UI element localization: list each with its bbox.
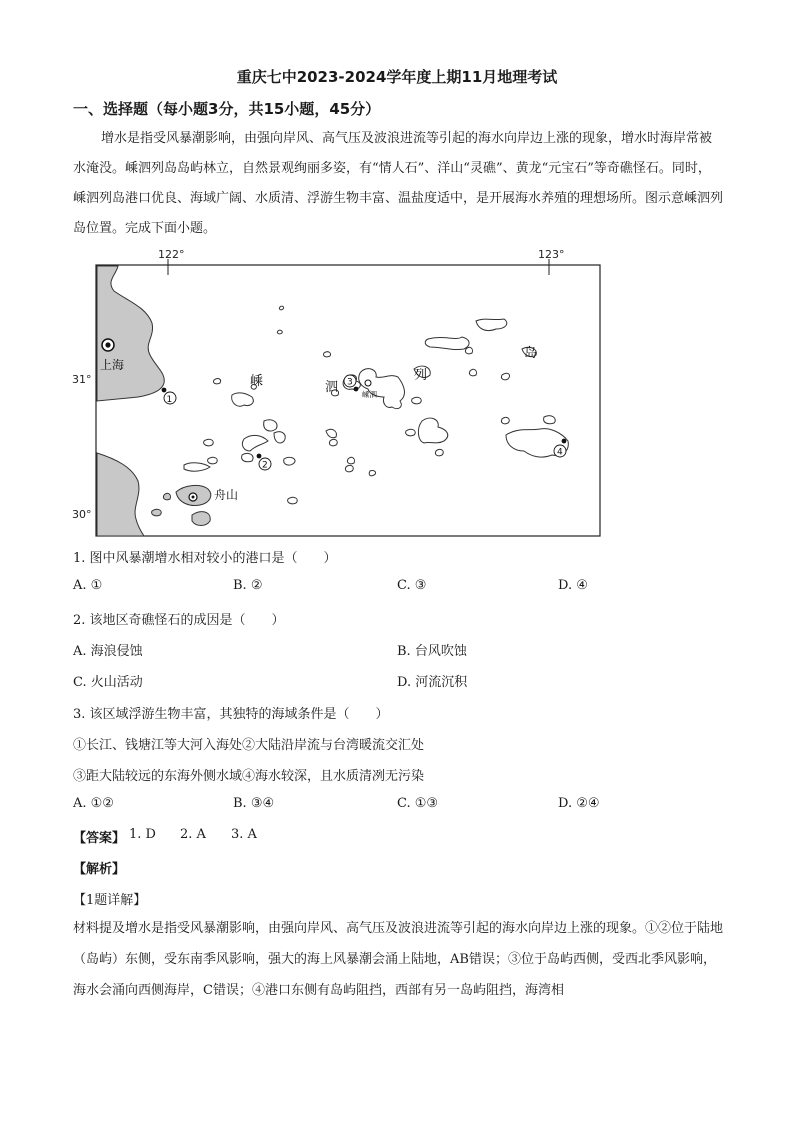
answer-label: 【答案】	[73, 831, 126, 846]
shanghai-label: 上海	[100, 358, 125, 372]
q3-option-c[interactable]: C. ①③	[397, 796, 439, 811]
analysis-label: 【解析】	[73, 862, 126, 877]
svg-text:3: 3	[347, 377, 353, 388]
section-title: 一、选择题（每小题3分，共15小题，45分）	[73, 100, 381, 118]
svg-text:2: 2	[262, 460, 268, 471]
answer-item-2: 2. A	[180, 827, 206, 842]
shengsi-town-label: 嵊泗	[362, 390, 377, 399]
lon-label-123: 123°	[538, 248, 565, 261]
detail-text: 材料提及增水是指受风暴潮影响，由强向岸风、高气压及波浪进流等引起的海水向岸边上涨的现象。①②位于陆地（岛屿）东侧，受东南季风影响，强大的海上风暴潮会涌上陆地，AB错误；③位于岛屿西侧，受西北季风影响，海水会涌向西侧海岸，C错误；④港口东侧有岛屿阻挡，西部有另一岛屿阻挡，海湾相	[73, 921, 724, 998]
detail-label: 【1题详解】	[73, 893, 147, 908]
port-3-dot	[354, 387, 359, 392]
q2-option-b[interactable]: B. 台风吹蚀	[397, 644, 467, 659]
shengsi-map	[72, 245, 602, 538]
q3-condition-line-1: ①长江、钱塘江等大河入海处②大陆沿岸流与台湾暖流交汇处	[73, 738, 425, 753]
q1-option-a[interactable]: A. ①	[73, 578, 103, 593]
archipelago-char-1: 嵊	[250, 374, 264, 389]
port-4-dot	[562, 439, 567, 444]
q2-option-c[interactable]: C. 火山活动	[73, 675, 143, 690]
q2-option-d[interactable]: D. 河流沉积	[397, 675, 468, 690]
question-1-stem: 1. 图中风暴潮增水相对较小的港口是（ ）	[73, 551, 337, 566]
intro-paragraph: 增水是指受风暴潮影响，由强向岸风、高气压及波浪进流等引起的海水向岸边上涨的现象，增水时海岸常被水淹没。嵊泗列岛岛屿林立，自然景观绚丽多姿，有“情人石”、洋山“灵礁”、黄龙“元宝石”等奇礁怪石。同时，嵊泗列岛港口优良、海域广阔、水质清、浮游生物丰富、温盐度适中，是开展海水养殖的理想场所。图示意嵊泗列岛位置。完成下面小题。	[73, 131, 724, 236]
answer-item-3: 3. A	[231, 827, 257, 842]
q3-option-b[interactable]: B. ③④	[233, 796, 275, 811]
port-2-dot	[257, 454, 262, 459]
question-3-stem: 3. 该区域浮游生物丰富，其独特的海域条件是（ ）	[73, 707, 389, 722]
q3-option-a[interactable]: A. ①②	[73, 796, 114, 811]
lat-label-31: 31°	[72, 373, 92, 386]
question-2-stem: 2. 该地区奇礁怪石的成因是（ ）	[73, 613, 285, 628]
q1-option-b[interactable]: B. ②	[233, 578, 263, 593]
zhoushan-label: 舟山	[214, 488, 239, 502]
q1-option-c[interactable]: C. ③	[397, 578, 427, 593]
q2-option-a[interactable]: A. 海浪侵蚀	[73, 644, 143, 659]
archipelago-char-4: 岛	[524, 346, 538, 361]
lon-label-122: 122°	[158, 248, 185, 261]
archipelago-char-3: 列	[414, 368, 428, 383]
svg-text:4: 4	[557, 447, 563, 458]
shengsi-town-marker	[365, 380, 371, 386]
archipelago-char-2: 泗	[325, 380, 339, 395]
lat-label-30: 30°	[72, 508, 92, 521]
port-1-dot	[162, 388, 167, 393]
q3-condition-line-2: ③距大陆较远的东海外侧水域④海水较深，且水质清冽无污染	[73, 769, 425, 784]
q3-option-d[interactable]: D. ②④	[558, 796, 600, 811]
page-title: 重庆七中2023-2024学年度上期11月地理考试	[236, 68, 558, 86]
svg-text:1: 1	[166, 395, 173, 405]
answer-item-1: 1. D	[129, 827, 156, 842]
q1-option-d[interactable]: D. ④	[558, 578, 588, 593]
